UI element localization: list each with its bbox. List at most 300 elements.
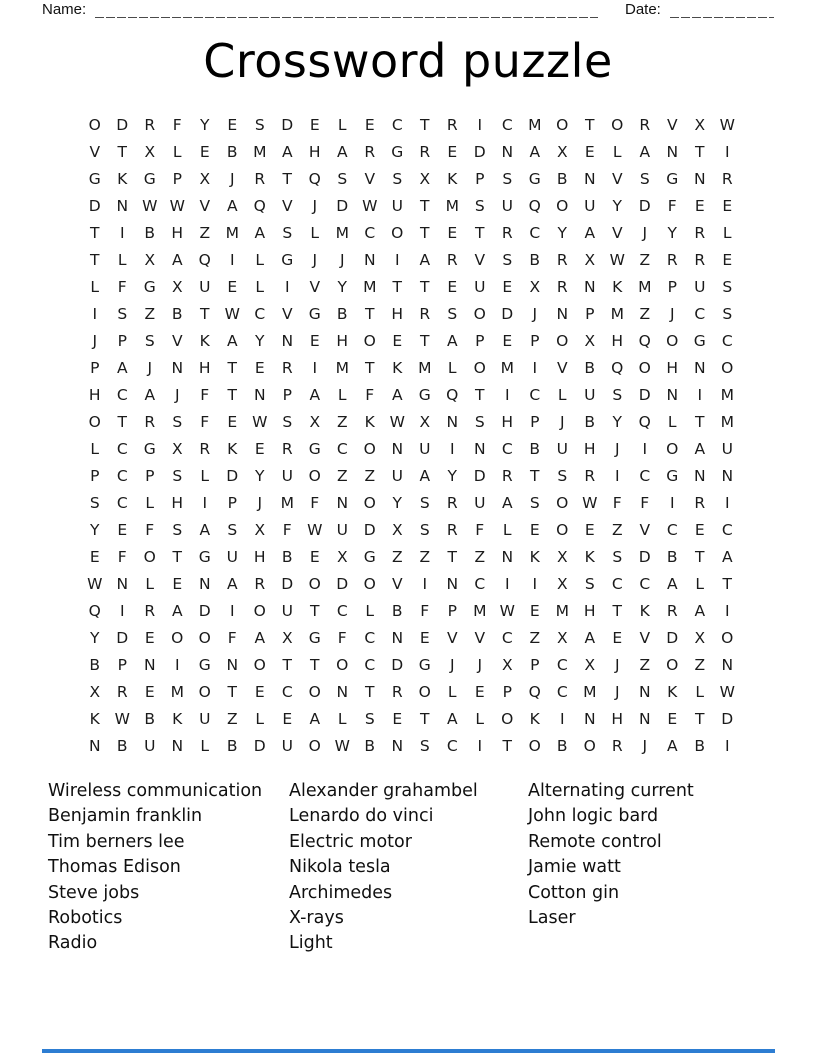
grid-cell: L (365, 601, 375, 620)
grid-row (81, 408, 741, 435)
grid-cell: U (144, 736, 156, 755)
grid-cell: C (501, 439, 513, 458)
grid-cell: E (89, 547, 100, 566)
grid-row (81, 192, 741, 219)
grid-cell: R (446, 250, 458, 269)
grid-cell: A (226, 196, 238, 215)
grid-cell: I (477, 736, 483, 755)
grid-row (81, 273, 741, 300)
word-list-item: Light (289, 933, 333, 954)
grid-cell: C (116, 466, 128, 485)
grid-cell: A (171, 601, 183, 620)
grid-cell: Q (198, 250, 211, 269)
grid-cell: G (198, 547, 211, 566)
word-list-item: Thomas Edison (48, 857, 181, 878)
grid-cell: M (253, 142, 267, 161)
grid-cell: E (584, 142, 595, 161)
grid-cell: Y (557, 223, 567, 242)
grid-row (81, 165, 741, 192)
grid-cell: F (667, 196, 677, 215)
grid-cell: Z (639, 655, 651, 674)
grid-cell: P (502, 682, 512, 701)
grid-cell: P (282, 385, 292, 404)
grid-cell: U (391, 196, 403, 215)
grid-cell: N (666, 385, 679, 404)
grid-cell: F (282, 520, 292, 539)
grid-cell: Y (255, 331, 265, 350)
grid-cell: E (419, 628, 430, 647)
grid-cell: R (446, 493, 458, 512)
grid-cell: X (199, 169, 211, 188)
grid-cell: O (666, 655, 679, 674)
grid-cell: A (446, 709, 458, 728)
grid-row (81, 624, 741, 651)
grid-cell: E (144, 628, 155, 647)
grid-cell: T (90, 223, 100, 242)
grid-cell: I (284, 277, 290, 296)
grid-cell: O (556, 115, 569, 134)
grid-cell: N (143, 655, 156, 674)
grid-cell: Z (474, 547, 486, 566)
grid-cell: F (310, 493, 320, 512)
grid-cell: V (639, 628, 651, 647)
grid-cell: B (226, 736, 238, 755)
grid-cell: L (337, 709, 347, 728)
grid-cell: T (227, 358, 237, 377)
grid-cell: P (530, 331, 540, 350)
grid-cell: E (612, 628, 623, 647)
grid-cell: R (254, 169, 266, 188)
grid-cell: A (419, 250, 431, 269)
grid-cell: Q (88, 601, 101, 620)
grid-cell: Y (667, 223, 677, 242)
grid-cell: K (117, 169, 128, 188)
grid-cell: Z (144, 304, 156, 323)
grid-cell: N (693, 358, 706, 377)
grid-cell: I (229, 250, 235, 269)
word-list-item: Remote control (528, 831, 662, 852)
grid-cell: Y (90, 520, 100, 539)
grid-cell: L (145, 574, 155, 593)
grid-cell: U (199, 277, 211, 296)
grid-cell: U (584, 385, 596, 404)
grid-cell: E (199, 142, 210, 161)
grid-cell: O (363, 331, 376, 350)
grid-cell: J (642, 223, 648, 242)
grid-cell: R (666, 250, 678, 269)
grid-cell: A (584, 223, 596, 242)
grid-cell: B (584, 358, 596, 377)
word-list-item: Tim berners lee (48, 831, 185, 852)
grid-cell: Z (336, 466, 348, 485)
grid-cell: C (556, 682, 568, 701)
grid-cell: N (446, 574, 459, 593)
grid-cell: A (226, 331, 238, 350)
grid-cell: M (418, 358, 432, 377)
grid-cell: D (391, 655, 404, 674)
grid-cell: U (556, 439, 568, 458)
grid-cell: X (144, 250, 156, 269)
grid-cell: O (666, 331, 679, 350)
grid-cell: X (584, 250, 596, 269)
grid-cell: T (530, 466, 540, 485)
grid-cell: J (257, 493, 263, 512)
grid-cell: D (721, 709, 734, 728)
grid-cell: G (143, 169, 156, 188)
grid-cell: J (312, 196, 318, 215)
grid-cell: K (529, 709, 540, 728)
grid-cell: L (502, 520, 512, 539)
grid-cell: L (172, 142, 182, 161)
grid-cell: C (721, 331, 733, 350)
grid-cell: L (447, 358, 457, 377)
grid-cell: E (474, 682, 485, 701)
grid-cell: I (724, 493, 730, 512)
grid-cell: A (501, 493, 513, 512)
grid-cell: K (584, 547, 595, 566)
grid-cell: N (638, 682, 651, 701)
grid-cell: O (556, 520, 569, 539)
grid-cell: V (309, 277, 321, 296)
grid-cell: O (473, 358, 486, 377)
grid-cell: F (612, 493, 622, 512)
grid-cell: X (556, 574, 568, 593)
grid-cell: H (171, 223, 184, 242)
grid-cell: O (88, 412, 101, 431)
grid-cell: S (227, 520, 238, 539)
grid-cell: X (391, 520, 403, 539)
grid-row (81, 462, 741, 489)
grid-cell: L (557, 385, 567, 404)
grid-cell: C (556, 655, 568, 674)
grid-cell: E (309, 331, 320, 350)
grid-cell: T (365, 304, 375, 323)
grid-cell: Z (336, 412, 348, 431)
grid-row (81, 597, 741, 624)
grid-cell: J (339, 250, 345, 269)
grid-cell: K (447, 169, 458, 188)
grid-cell: T (227, 385, 237, 404)
grid-cell: C (364, 628, 376, 647)
grid-cell: M (583, 682, 597, 701)
grid-cell: J (642, 736, 648, 755)
grid-cell: C (666, 520, 678, 539)
name-blank-line (95, 1, 598, 18)
grid-cell: A (639, 142, 651, 161)
grid-cell: Z (639, 304, 651, 323)
grid-cell: O (721, 628, 734, 647)
grid-cell: X (584, 331, 596, 350)
bottom-divider (42, 1049, 775, 1053)
grid-row (81, 435, 741, 462)
grid-cell: H (501, 412, 514, 431)
grid-cell: B (556, 169, 568, 188)
grid-cell: C (446, 736, 458, 755)
grid-cell: I (92, 304, 98, 323)
grid-cell: N (556, 304, 569, 323)
grid-cell: X (556, 142, 568, 161)
grid-cell: E (364, 115, 375, 134)
name-label: Name: (42, 1, 87, 18)
grid-cell: R (446, 115, 458, 134)
grid-cell: A (281, 142, 293, 161)
grid-cell: L (255, 277, 265, 296)
grid-cell: C (639, 574, 651, 593)
grid-cell: B (529, 439, 541, 458)
grid-cell: N (171, 358, 184, 377)
grid-cell: V (391, 574, 403, 593)
grid-cell: M (225, 223, 239, 242)
grid-cell: F (200, 385, 210, 404)
grid-cell: U (721, 439, 733, 458)
grid-cell: S (364, 709, 375, 728)
grid-cell: M (335, 223, 349, 242)
grid-cell: E (282, 709, 293, 728)
grid-cell: Y (200, 115, 210, 134)
grid-cell: N (638, 709, 651, 728)
grid-cell: E (447, 142, 458, 161)
grid-cell: P (90, 466, 100, 485)
grid-cell: U (501, 196, 513, 215)
grid-cell: L (695, 682, 705, 701)
grid-cell: R (694, 493, 706, 512)
grid-cell: K (364, 412, 375, 431)
grid-cell: E (694, 520, 705, 539)
grid-cell: K (529, 547, 540, 566)
grid-cell: C (254, 304, 266, 323)
grid-cell: G (143, 277, 156, 296)
grid-cell: S (419, 493, 430, 512)
grid-cell: W (307, 520, 323, 539)
grid-cell: M (363, 277, 377, 296)
grid-cell: F (420, 601, 430, 620)
grid-cell: Z (226, 709, 238, 728)
grid-cell: X (171, 439, 183, 458)
grid-cell: N (281, 331, 294, 350)
grid-cell: J (614, 439, 620, 458)
grid-cell: J (477, 655, 483, 674)
grid-cell: N (721, 466, 734, 485)
grid-cell: T (695, 142, 705, 161)
grid-cell: O (143, 547, 156, 566)
grid-cell: F (227, 628, 237, 647)
grid-cell: U (281, 601, 293, 620)
grid-cell: M (280, 493, 294, 512)
grid-cell: V (364, 169, 376, 188)
grid-cell: D (226, 466, 239, 485)
grid-cell: A (666, 574, 678, 593)
grid-cell: S (529, 493, 540, 512)
grid-cell: N (583, 709, 596, 728)
grid-cell: Q (638, 331, 651, 350)
grid-cell: P (117, 655, 127, 674)
grid-row (81, 516, 741, 543)
grid-cell: U (694, 277, 706, 296)
grid-cell: U (391, 466, 403, 485)
grid-cell: N (171, 736, 184, 755)
grid-cell: T (475, 223, 485, 242)
grid-cell: T (310, 655, 320, 674)
grid-cell: Q (446, 385, 459, 404)
grid-cell: C (364, 223, 376, 242)
grid-cell: B (391, 601, 403, 620)
grid-cell: B (336, 304, 348, 323)
grid-cell: H (391, 304, 404, 323)
grid-cell: N (116, 574, 129, 593)
grid-cell: N (693, 169, 706, 188)
grid-cell: V (281, 304, 293, 323)
grid-cell: P (667, 277, 677, 296)
grid-cell: T (392, 277, 402, 296)
grid-cell: O (391, 223, 404, 242)
grid-cell: Q (528, 196, 541, 215)
grid-cell: N (693, 466, 706, 485)
grid-cell: A (694, 601, 706, 620)
grid-cell: X (694, 628, 706, 647)
grid-cell: W (719, 115, 735, 134)
grid-cell: D (253, 736, 266, 755)
grid-cell: H (583, 439, 596, 458)
grid-cell: T (172, 547, 182, 566)
grid-cell: D (473, 142, 486, 161)
word-list-column-2 (289, 779, 478, 957)
grid-cell: M (500, 358, 514, 377)
grid-cell: J (614, 682, 620, 701)
grid-cell: S (117, 304, 128, 323)
grid-cell: K (199, 331, 210, 350)
grid-cell: R (721, 169, 733, 188)
grid-cell: I (532, 574, 538, 593)
grid-cell: O (308, 682, 321, 701)
grid-cell: I (614, 466, 620, 485)
grid-cell: R (694, 250, 706, 269)
grid-row (81, 489, 741, 516)
grid-cell: E (227, 412, 238, 431)
word-list-column-1 (48, 779, 262, 957)
grid-cell: T (365, 682, 375, 701)
grid-cell: R (611, 736, 623, 755)
grid-cell: W (224, 304, 240, 323)
grid-cell: E (227, 277, 238, 296)
grid-cell: V (171, 331, 183, 350)
grid-cell: B (556, 736, 568, 755)
grid-cell: L (90, 277, 100, 296)
grid-cell: Y (90, 628, 100, 647)
grid-cell: P (90, 358, 100, 377)
grid-cell: U (199, 709, 211, 728)
grid-cell: W (362, 196, 378, 215)
grid-row (81, 651, 741, 678)
grid-cell: T (420, 115, 430, 134)
grid-cell: F (365, 385, 375, 404)
grid-row (81, 219, 741, 246)
grid-cell: A (419, 466, 431, 485)
grid-cell: X (171, 277, 183, 296)
grid-cell: Q (253, 196, 266, 215)
grid-cell: F (640, 493, 650, 512)
grid-cell: Z (611, 520, 623, 539)
grid-cell: R (391, 682, 403, 701)
grid-cell: L (200, 466, 210, 485)
grid-cell: T (695, 547, 705, 566)
grid-cell: O (556, 196, 569, 215)
grid-cell: N (666, 142, 679, 161)
grid-cell: G (418, 385, 431, 404)
grid-cell: S (502, 169, 513, 188)
grid-cell: V (474, 250, 486, 269)
grid-cell: B (144, 709, 156, 728)
grid-cell: Y (255, 466, 265, 485)
grid-cell: W (609, 250, 625, 269)
grid-cell: M (610, 304, 624, 323)
grid-cell: U (474, 277, 486, 296)
grid-cell: Y (392, 493, 402, 512)
grid-cell: C (281, 682, 293, 701)
grid-cell: I (449, 439, 455, 458)
grid-cell: L (722, 223, 732, 242)
grid-cell: N (501, 547, 514, 566)
grid-cell: B (89, 655, 101, 674)
grid-cell: J (669, 304, 675, 323)
grid-cell: S (172, 466, 183, 485)
grid-cell: H (666, 358, 679, 377)
grid-row (81, 300, 741, 327)
grid-cell: S (722, 304, 733, 323)
grid-cell: A (446, 331, 458, 350)
grid-cell: G (363, 547, 376, 566)
grid-cell: S (474, 412, 485, 431)
grid-cell: X (556, 547, 568, 566)
grid-cell: G (308, 628, 321, 647)
grid-cell: V (666, 115, 678, 134)
grid-cell: V (281, 196, 293, 215)
grid-cell: Z (529, 628, 541, 647)
grid-cell: M (720, 412, 734, 431)
grid-cell: S (639, 169, 650, 188)
grid-cell: H (253, 547, 266, 566)
grid-cell: X (89, 682, 101, 701)
grid-cell: N (391, 439, 404, 458)
grid-cell: C (611, 574, 623, 593)
grid-cell: R (144, 412, 156, 431)
grid-cell: X (501, 655, 513, 674)
grid-cell: J (449, 655, 455, 674)
grid-cell: B (694, 736, 706, 755)
grid-cell: Z (419, 547, 431, 566)
grid-cell: D (638, 547, 651, 566)
grid-cell: C (116, 439, 128, 458)
grid-cell: J (174, 385, 180, 404)
grid-cell: K (89, 709, 100, 728)
grid-cell: J (312, 250, 318, 269)
grid-cell: A (529, 142, 541, 161)
grid-cell: R (281, 439, 293, 458)
grid-cell: O (308, 736, 321, 755)
grid-cell: V (199, 196, 211, 215)
grid-cell: V (556, 358, 568, 377)
grid-cell: X (309, 412, 321, 431)
grid-cell: E (254, 439, 265, 458)
grid-cell: M (170, 682, 184, 701)
grid-cell: R (364, 142, 376, 161)
grid-cell: C (391, 115, 403, 134)
grid-cell: P (227, 493, 237, 512)
grid-cell: G (308, 304, 321, 323)
grid-cell: X (144, 142, 156, 161)
grid-cell: X (556, 628, 568, 647)
grid-cell: Q (638, 412, 651, 431)
grid-cell: G (143, 439, 156, 458)
